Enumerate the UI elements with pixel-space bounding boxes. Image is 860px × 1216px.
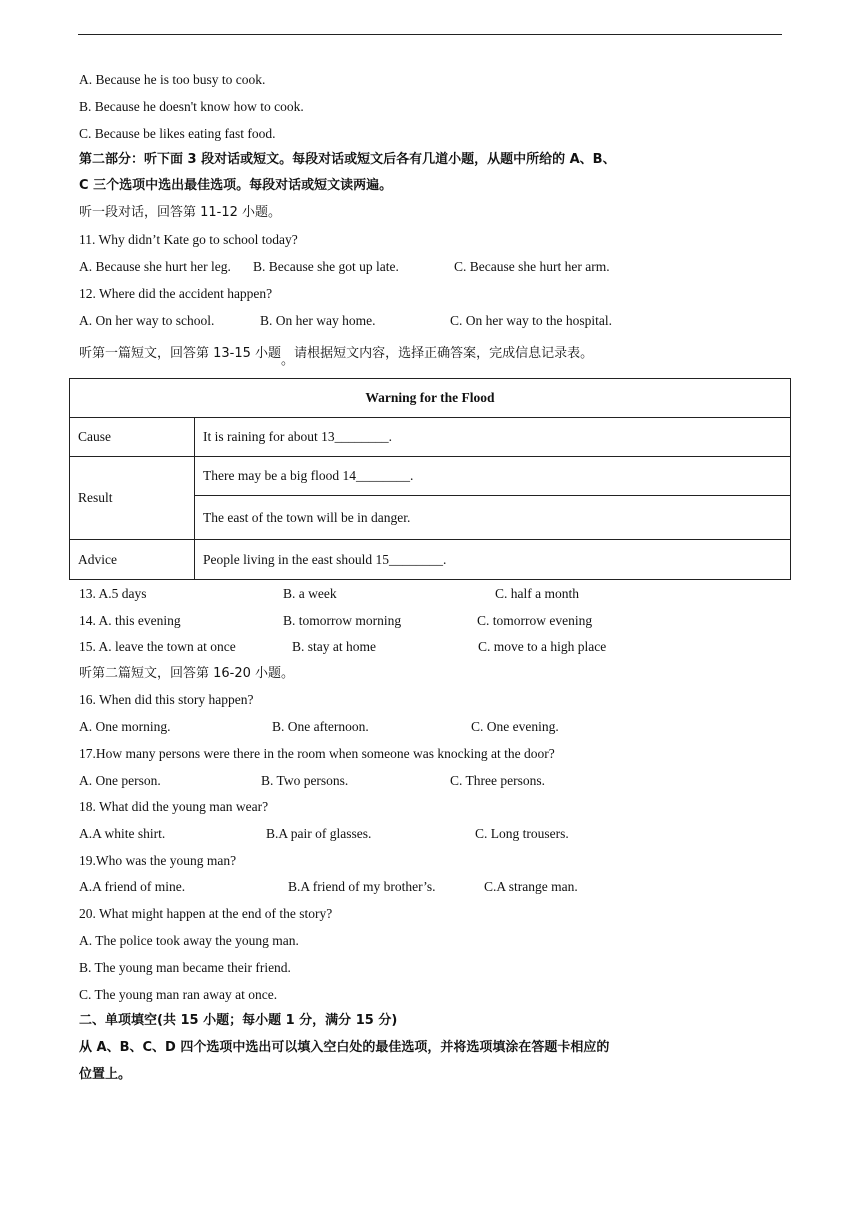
q13-option-c: C. half a month <box>495 586 579 601</box>
q11-option-c: C. Because she hurt her arm. <box>454 259 610 274</box>
advice-label: Advice <box>70 540 195 580</box>
q19-option-a: A.A friend of mine. <box>79 879 186 894</box>
passage2-instruction: 听第二篇短文，回答第 16-20 小题。 <box>79 666 295 681</box>
table-row-advice <box>70 540 791 580</box>
q10-option-c: C. Because be likes eating fast food. <box>79 126 276 141</box>
q15-option-b: B. stay at home <box>292 639 376 654</box>
table-title: Warning for the Flood <box>70 379 791 418</box>
q13-option-a: 13. A.5 days <box>79 586 147 601</box>
passage1-instruction-b: 请根据短文内容，选择正确答案，完成信息记录表。 <box>294 346 594 361</box>
q18-option-a: A.A white shirt. <box>79 826 166 841</box>
q15-option-a: 15. A. leave the town at once <box>79 639 236 654</box>
table-title-row <box>70 379 791 418</box>
q14-option-c: C. tomorrow evening <box>477 613 593 628</box>
q11-option-b: B. Because she got up late. <box>253 259 399 274</box>
header-rule <box>78 34 782 35</box>
table-row-cause <box>70 418 791 457</box>
q11-question: 11. Why didn’t Kate go to school today? <box>79 232 298 247</box>
q18-option-b: B.A pair of glasses. <box>266 826 372 841</box>
q20-option-a: A. The police took away the young man. <box>79 933 299 948</box>
q17-option-a: A. One person. <box>79 773 161 788</box>
cause-text: It is raining for about 13________. <box>195 418 791 457</box>
flood-warning-table <box>69 378 791 580</box>
section2-instruction-line2: 位置上。 <box>79 1067 132 1082</box>
q18-option-c: C. Long trousers. <box>475 826 569 841</box>
q12-option-c: C. On her way to the hospital. <box>450 313 612 328</box>
q19-option-c: C.A strange man. <box>484 879 578 894</box>
table-row-result-1 <box>70 457 791 496</box>
q20-question: 20. What might happen at the end of the story? <box>79 906 333 921</box>
part2-heading-line1: 第二部分：听下面 3 段对话或短文。每段对话或短文后各有几道小题，从题中所给的 A、B、 <box>79 152 616 167</box>
q15-option-c: C. move to a high place <box>478 639 607 654</box>
passage1-instruction-a: 听第一篇短文，回答第 13-15 小题 <box>79 346 282 361</box>
passage1-instruction <box>79 345 594 368</box>
advice-text: People living in the east should 15________. <box>195 540 791 580</box>
q14-option-b: B. tomorrow morning <box>283 613 402 628</box>
cause-label: Cause <box>70 418 195 457</box>
q14-option-a: 14. A. this evening <box>79 613 181 628</box>
q16-option-a: A. One morning. <box>79 719 171 734</box>
result-text-1: There may be a big flood 14________. <box>195 457 791 496</box>
result-label: Result <box>70 457 195 540</box>
q20-option-c: C. The young man ran away at once. <box>79 987 278 1002</box>
q17-question: 17.How many persons were there in the room when someone was knocking at the door? <box>79 746 555 761</box>
dialogue1-instruction: 听一段对话，回答第 11-12 小题。 <box>79 205 282 220</box>
passage1-instruction-mark: 。 <box>281 353 295 368</box>
q18-question: 18. What did the young man wear? <box>79 799 269 814</box>
q12-question: 12. Where did the accident happen? <box>79 286 273 301</box>
q17-option-b: B. Two persons. <box>261 773 349 788</box>
q20-option-b: B. The young man became their friend. <box>79 960 291 975</box>
q10-option-b: B. Because he doesn't know how to cook. <box>79 99 304 114</box>
q12-option-b: B. On her way home. <box>260 313 376 328</box>
q19-option-b: B.A friend of my brother’s. <box>288 879 436 894</box>
part2-heading-line2: C 三个选项中选出最佳选项。每段对话或短文读两遍。 <box>79 178 393 193</box>
section2-instruction-line1: 从 A、B、C、D 四个选项中选出可以填入空白处的最佳选项，并将选项填涂在答题卡相应的 <box>79 1040 610 1055</box>
q12-option-a: A. On her way to school. <box>79 313 215 328</box>
result-text-2: The east of the town will be in danger. <box>195 496 791 540</box>
q13-option-b: B. a week <box>283 586 337 601</box>
q16-question: 16. When did this story happen? <box>79 692 254 707</box>
q19-question: 19.Who was the young man? <box>79 853 237 868</box>
q16-option-c: C. One evening. <box>471 719 559 734</box>
q16-option-b: B. One afternoon. <box>272 719 369 734</box>
q17-option-c: C. Three persons. <box>450 773 545 788</box>
section2-heading: 二、单项填空(共 15 小题；每小题 1 分，满分 15 分) <box>79 1013 398 1028</box>
q10-option-a: A. Because he is too busy to cook. <box>79 72 266 87</box>
q11-option-a: A. Because she hurt her leg. <box>79 259 231 274</box>
